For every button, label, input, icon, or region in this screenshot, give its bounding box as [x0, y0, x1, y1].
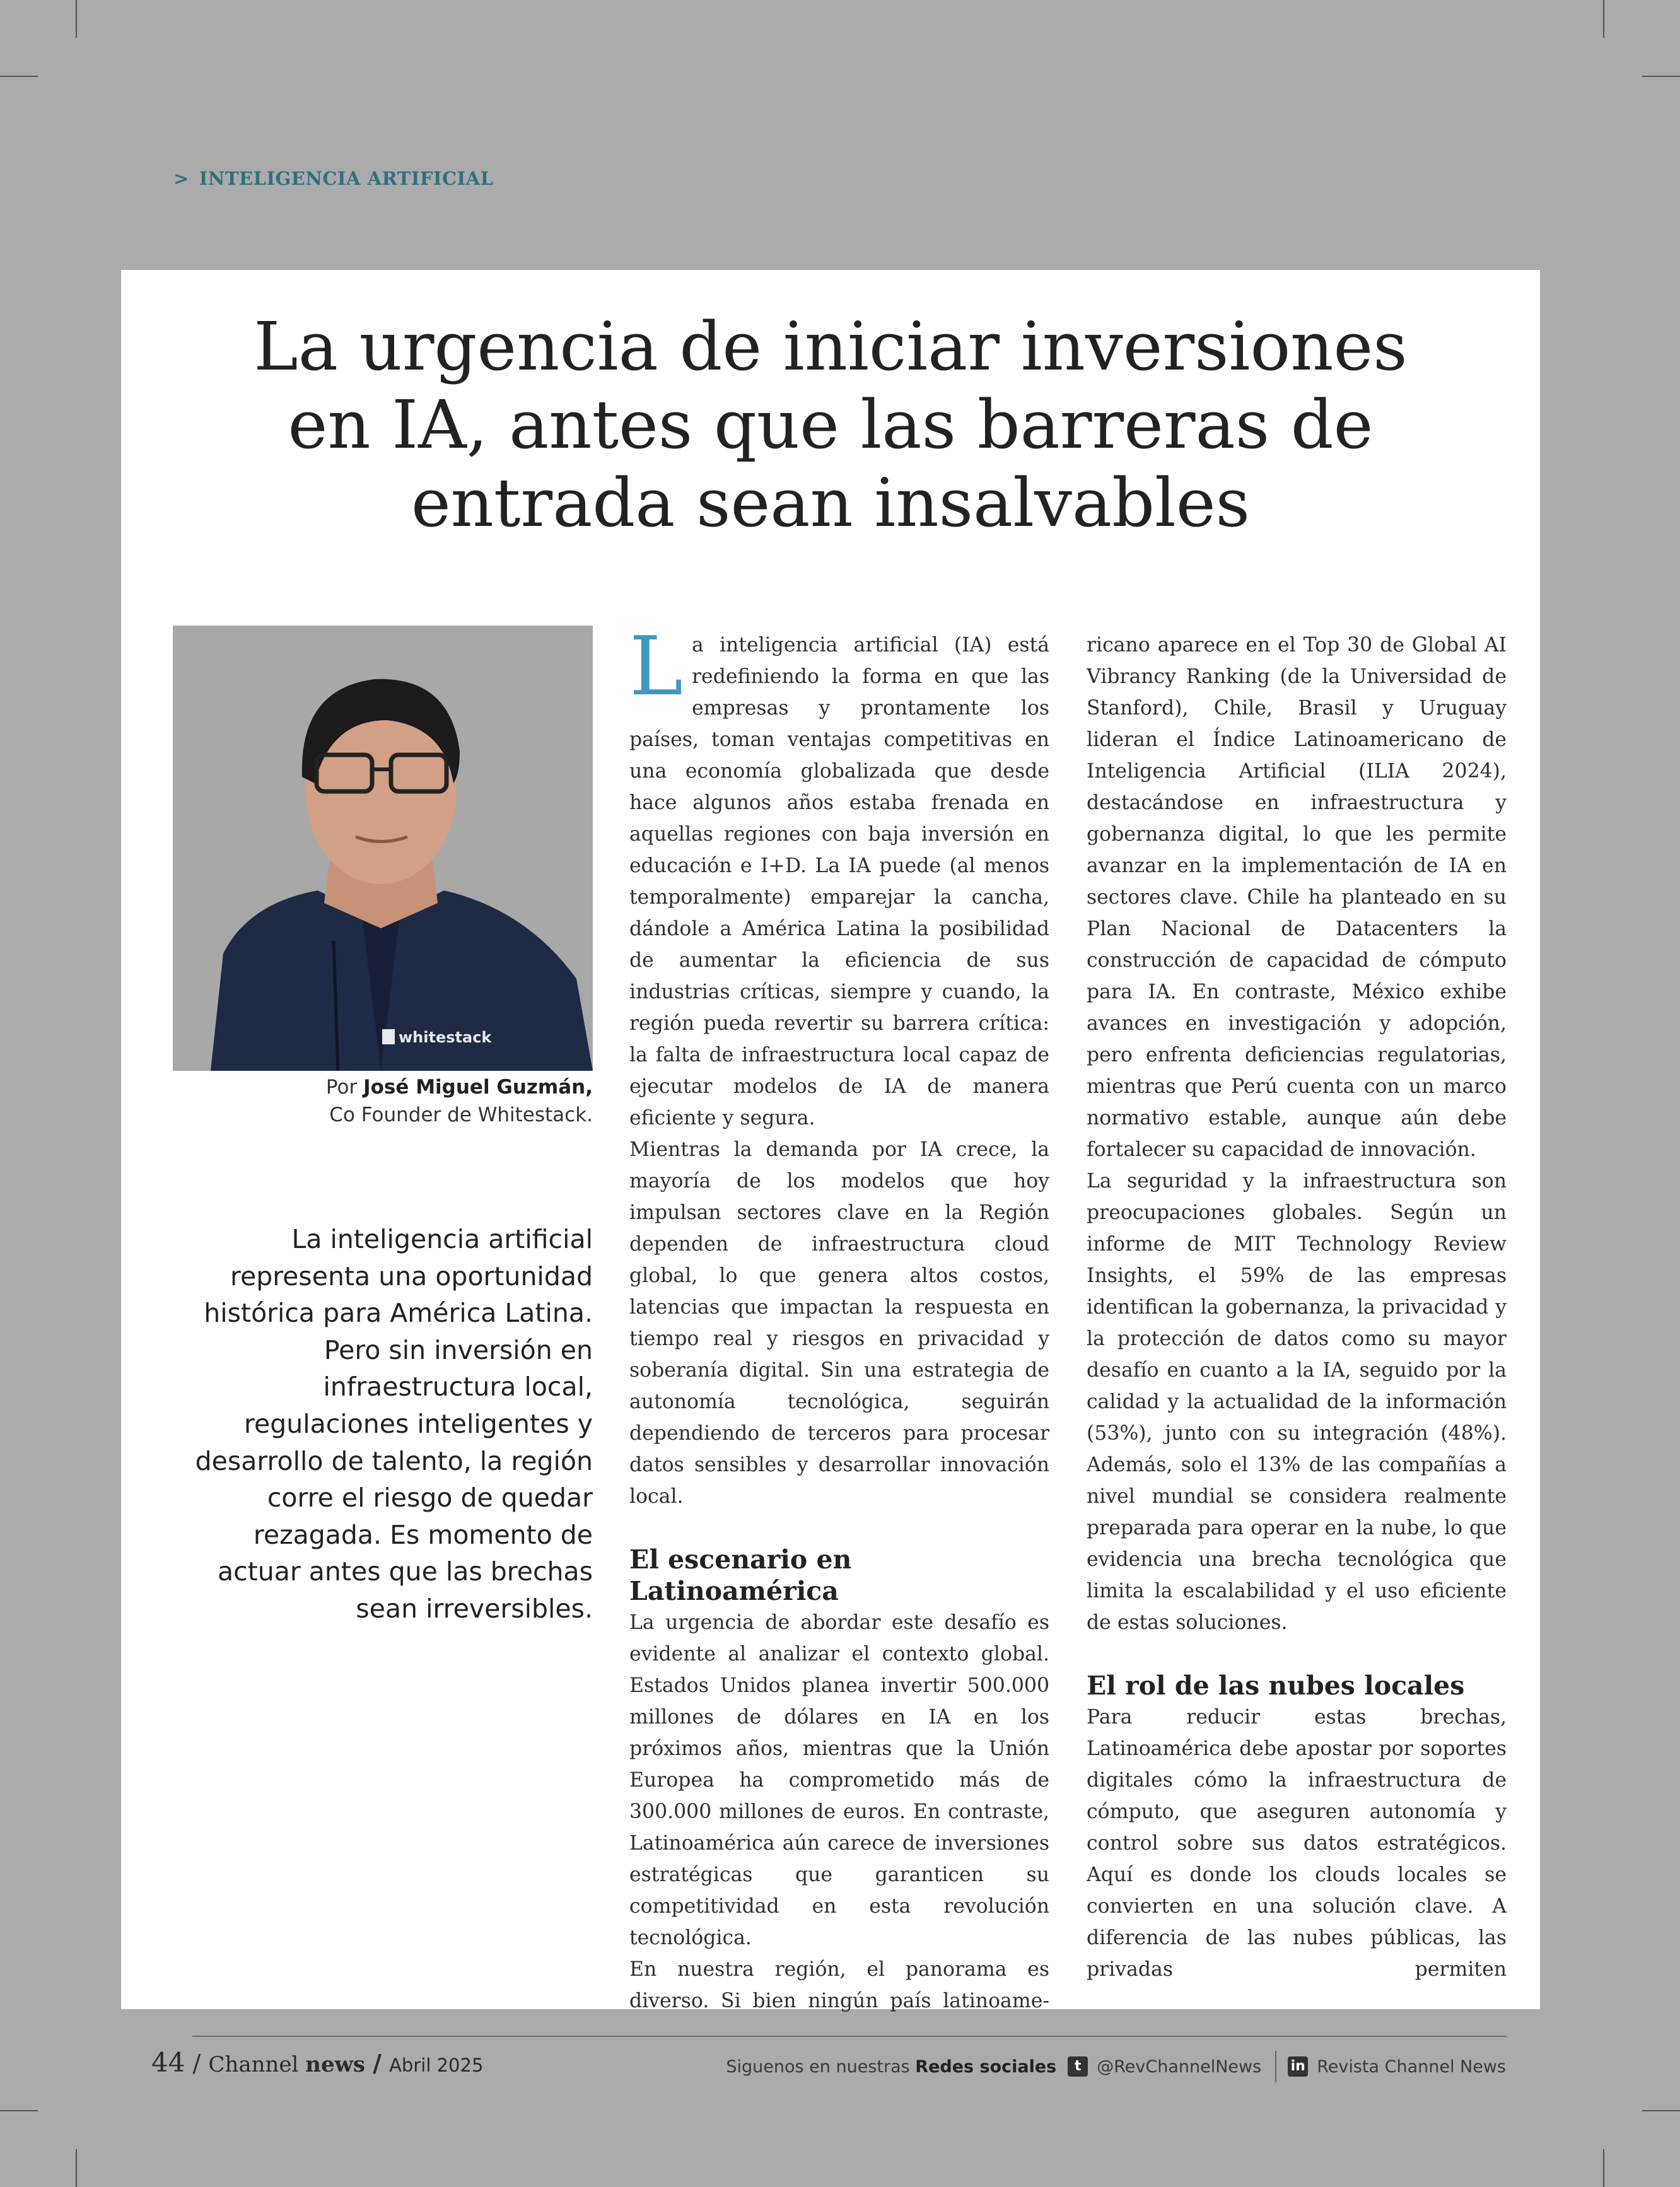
crop-mark	[1642, 2110, 1680, 2111]
brand-part: Channel	[208, 2052, 299, 2077]
crop-mark	[1642, 76, 1680, 77]
paragraph: Mientras la demanda por IA crece, la mayoría de los modelos que hoy impulsan sectores clave en la Región dependen de infraestructura cloud global, lo que genera altos costos, latencias que impactan la respuesta en tiempo real y riesgos en privacidad y soberanía digital. Sin una estrategia de autonomía tecnológica, seguirán dependiendo de terceros para procesar datos sensibles y desarrollar innovación local.	[629, 1138, 1049, 1508]
paragraph: En nuestra región, el panorama es diverso. Si bien ningún país latinoame-	[629, 1958, 1049, 2012]
article-card	[121, 270, 1540, 2012]
title-line: La urgencia de iniciar inversiones	[254, 308, 1408, 385]
section-label: INTELIGENCIA ARTIFICIAL	[199, 168, 494, 189]
section-heading: El rol de las nubes locales	[1087, 1671, 1465, 1701]
paragraph: ricano aparece en el Top 30 de Global AI Vibrancy Ranking (de la Universidad de Stanford), Chile, Brasil y Uruguay lideran el Índice Latinoamericano de Inteligencia Artificial (ILIA 2024), destacándose en infraestructura y gobernanza digital, lo que les permite avanzar en la implementación de IA en sectores clave. Chile ha planteado en su Plan Nacional de Datacenters la construcción de capacidad de cómputo para IA. En contraste, México exhibe avances en investigación y adopción, pero enfrenta deficiencias regulatorias, mientras que Perú cuenta con un marco normativo estable, aunque aún debe fortalecer su capacidad de innovación.	[1087, 634, 1507, 1161]
paragraph: La seguridad y la infraestructura son preocupaciones globales. Según un informe de MIT Technology Review Insights, el 59% de las empresas identifican la gobernanza, la privacidad y la protección de datos como su mayor desafío en cuanto a la IA, seguido por la calidad y la actualidad de la información (53%), junto con su integración (48%). Además, solo el 13% de las compañías a nivel mundial se considera realmente preparada para operar en la nube, lo que evidencia una brecha tecnológica que limita la escalabilidad y el uso eficiente de estas soluciones.	[1087, 1170, 1507, 1634]
page-number: 44	[151, 2047, 185, 2078]
shirt-logo: whitestack	[399, 1029, 492, 1046]
footer-separator: /	[192, 2050, 201, 2077]
crop-mark	[76, 2149, 77, 2187]
crop-mark	[76, 0, 77, 38]
footer-divider	[192, 2036, 1507, 2037]
author-portrait	[173, 626, 593, 1071]
paragraph: Para reducir estas brechas, Latinoamérica debe apostar por soportes digitales cómo la infraestructura de cómputo, que aseguren autonomía y control sobre sus datos estratégicos. Aquí es donde los clouds locales se convierten en una solución clave. A diferencia de las nubes públicas, las privadas permiten	[1087, 1706, 1507, 1981]
crop-mark	[1603, 2149, 1604, 2187]
linkedin-handle[interactable]: Revista Channel News	[1317, 2056, 1506, 2077]
title-line: en IA, antes que las barreras de	[288, 386, 1374, 464]
linkedin-icon[interactable]: in	[1288, 2056, 1308, 2077]
author-byline	[173, 1073, 593, 1129]
footer-social	[726, 2051, 1506, 2082]
drop-cap: L	[629, 620, 683, 714]
section-breadcrumb[interactable]	[173, 168, 494, 189]
byline-author: José Miguel Guzmán,	[363, 1076, 593, 1099]
section-heading: El escenario en Latinoamérica	[629, 1544, 852, 1606]
footer-page-info	[151, 2047, 483, 2078]
crop-mark	[0, 2110, 38, 2111]
twitter-handle[interactable]: @RevChannelNews	[1097, 2056, 1262, 2077]
pull-quote: La inteligencia artificial representa una oportunidad histórica para América Latina. Pero sin inversión en infraestructura local, regulaciones inteligentes y desarrollo de talento, la región corre el riesgo de quedar rezagada. Es momento de actuar antes que las brechas sean irreversibles.	[195, 1224, 593, 1624]
byline-author-line	[173, 1073, 593, 1101]
follow-text-bold: Redes sociales	[915, 2056, 1057, 2077]
twitter-icon[interactable]: t	[1068, 2056, 1088, 2077]
crop-mark	[0, 76, 38, 77]
text-column-1	[629, 620, 1049, 2017]
follow-text: Siguenos en nuestras	[726, 2056, 910, 2077]
chevron-right-icon: >	[173, 168, 189, 189]
issue-date: Abril 2025	[389, 2055, 484, 2076]
title-line: entrada sean insalvables	[411, 464, 1251, 542]
byline-role: Co Founder de Whitestack.	[329, 1104, 593, 1126]
byline-prefix: Por	[325, 1076, 358, 1099]
article-title	[121, 308, 1540, 542]
brand-part: news	[305, 2052, 366, 2077]
paragraph: La urgencia de abordar este desafío es evidente al analizar el contexto global. Estados Unidos planea invertir 500.000 millones de dólares en IA en los próximos años, mientras que la Unión Europea ha comprometido más de 300.000 millones de euros. En contraste, Latinoamérica aún carece de inversiones estratégicas que garanticen su competitividad en esta revolución tecnológica.	[629, 1611, 1049, 1949]
author-photo	[173, 626, 593, 1071]
footer-vertical-divider	[1275, 2051, 1276, 2082]
magazine-brand	[208, 2052, 365, 2077]
crop-mark	[1603, 0, 1604, 38]
footer-separator: /	[373, 2049, 382, 2077]
paragraph	[629, 620, 1049, 1134]
text-column-2	[1087, 629, 1507, 1985]
paragraph-text: a inteligencia artificial (IA) está redefiniendo la forma en que las empresas y prontamente los países, toman ventajas competitivas en una economía globalizada que desde hace algunos años estaba frenada en aquellas regiones con baja inversión en educación e I+D. La IA puede (al menos temporalmente) emparejar la cancha, dándole a América Latina la posibilidad de aumentar la eficiencia de sus industrias críticas, siempre y cuando, la región pueda revertir su barrera crítica: la falta de infraestructura local capaz de ejecutar modelos de IA de manera eficiente y segura.	[629, 634, 1049, 1129]
